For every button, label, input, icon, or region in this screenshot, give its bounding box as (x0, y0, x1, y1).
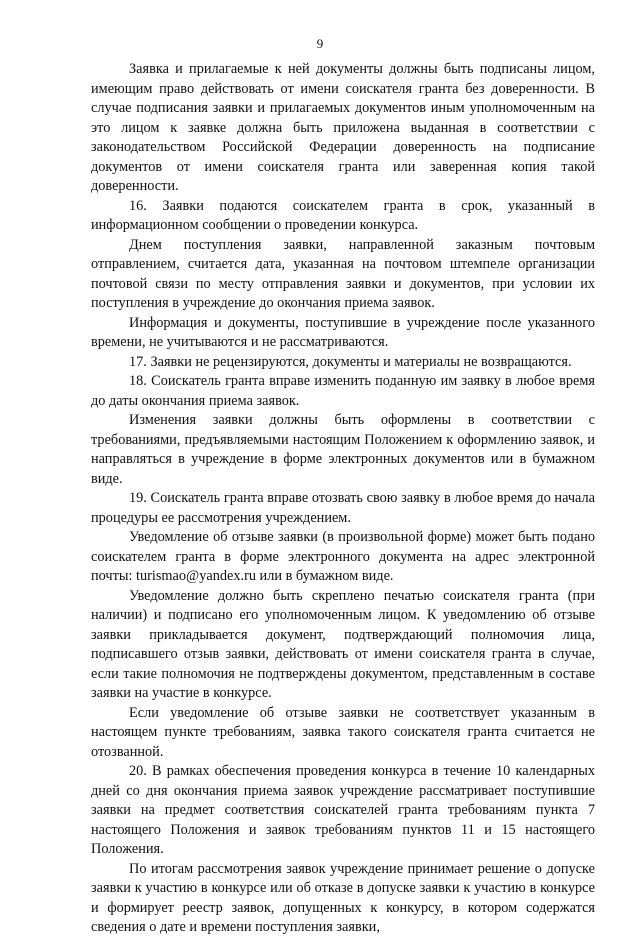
paragraph-review-results: По итогам рассмотрения заявок учреждение принимает решение о допуске заявки к участию в конкурсе или об отказе в допуске заявки к участию в конкурсе и формирует реестр заявок, допущенных к конкурсу, в котором содержатся сведения о дате и времени поступления заявки, (91, 860, 595, 935)
paragraph-17-no-review: 17. Заявки не рецензируются, документы и материалы не возвращаются. (129, 353, 572, 370)
paragraph-20-review: 20. В рамках обеспечения проведения конкурса в течение 10 календарных дней со дня окончания приема заявок учреждение рассматривает поступившие заявки на предмет соответствия соискателей гранта требованиям пункта 7 настоящего Положения и заявок требованиям пунктов 11 и 15 настоящего Положения. (91, 763, 595, 857)
paragraph-withdraw-notice: Уведомление об отзыве заявки (в произвольной форме) может быть подано соискателем гранта в форме электронного документа на адрес электронной почты: turismao@yandex.ru или в бумажном виде. (91, 529, 595, 584)
paragraph-19-withdraw: 19. Соискатель гранта вправе отозвать свою заявку в любое время до начала процедуры ее рассмотрения учреждением. (91, 490, 595, 526)
paragraph-postal-receipt-date: Днем поступления заявки, направленной заказным почтовым отправлением, считается дата, указанная на почтовом штемпеле организации почтовой связи по месту отправления заявки и документов, при условии их поступления в учреждение до окончания приема заявок. (91, 236, 595, 311)
paragraph-16-deadline: 16. Заявки подаются соискателем гранта в срок, указанный в информационном сообщении о проведении конкурса. (91, 197, 595, 233)
paragraph-18-change-application: 18. Соискатель гранта вправе изменить поданную им заявку в любое время до даты окончания приема заявок. (91, 373, 595, 409)
document-body (91, 60, 595, 938)
paragraph-notice-seal: Уведомление должно быть скреплено печатью соискателя гранта (при наличии) и подписано его уполномоченным лицом. К уведомлению об отзыве заявки прикладывается документ, подтверждающий полномочия лица, подписавшего отзыв заявки, действовать от имени соискателя гранта в случае, если такие полномочия не подтверждены документом, представленным в составе заявки на участие в конкурсе. (91, 587, 595, 701)
paragraph-notice-invalid: Если уведомление об отзыве заявки не соответствует указанным в настоящем пункте требованиям, заявка такого соискателя гранта считается не отозванной. (91, 704, 595, 760)
paragraph-change-format: Изменения заявки должны быть оформлены в соответствии с требованиями, предъявляемыми настоящим Положением к оформлению заявок, и направляться в учреждение в форме электронных документов или в бумажном виде. (91, 412, 595, 487)
paragraph-late-documents: Информация и документы, поступившие в учреждение после указанного времени, не учитываются и не рассматриваются. (91, 314, 595, 350)
paragraph-signing-requirements: Заявка и прилагаемые к ней документы должны быть подписаны лицом, имеющим право действовать от имени соискателя гранта без доверенности. В случае подписания заявки и прилагаемых документов иным уполномоченным на это лицом к заявке должна быть приложена выданная в соответствии с законодательством Российской Федерации доверенность на подписание документов от имени соискателя гранта или заверенная копия такой доверенности. (91, 61, 595, 194)
page-number: 9 (316, 36, 324, 51)
